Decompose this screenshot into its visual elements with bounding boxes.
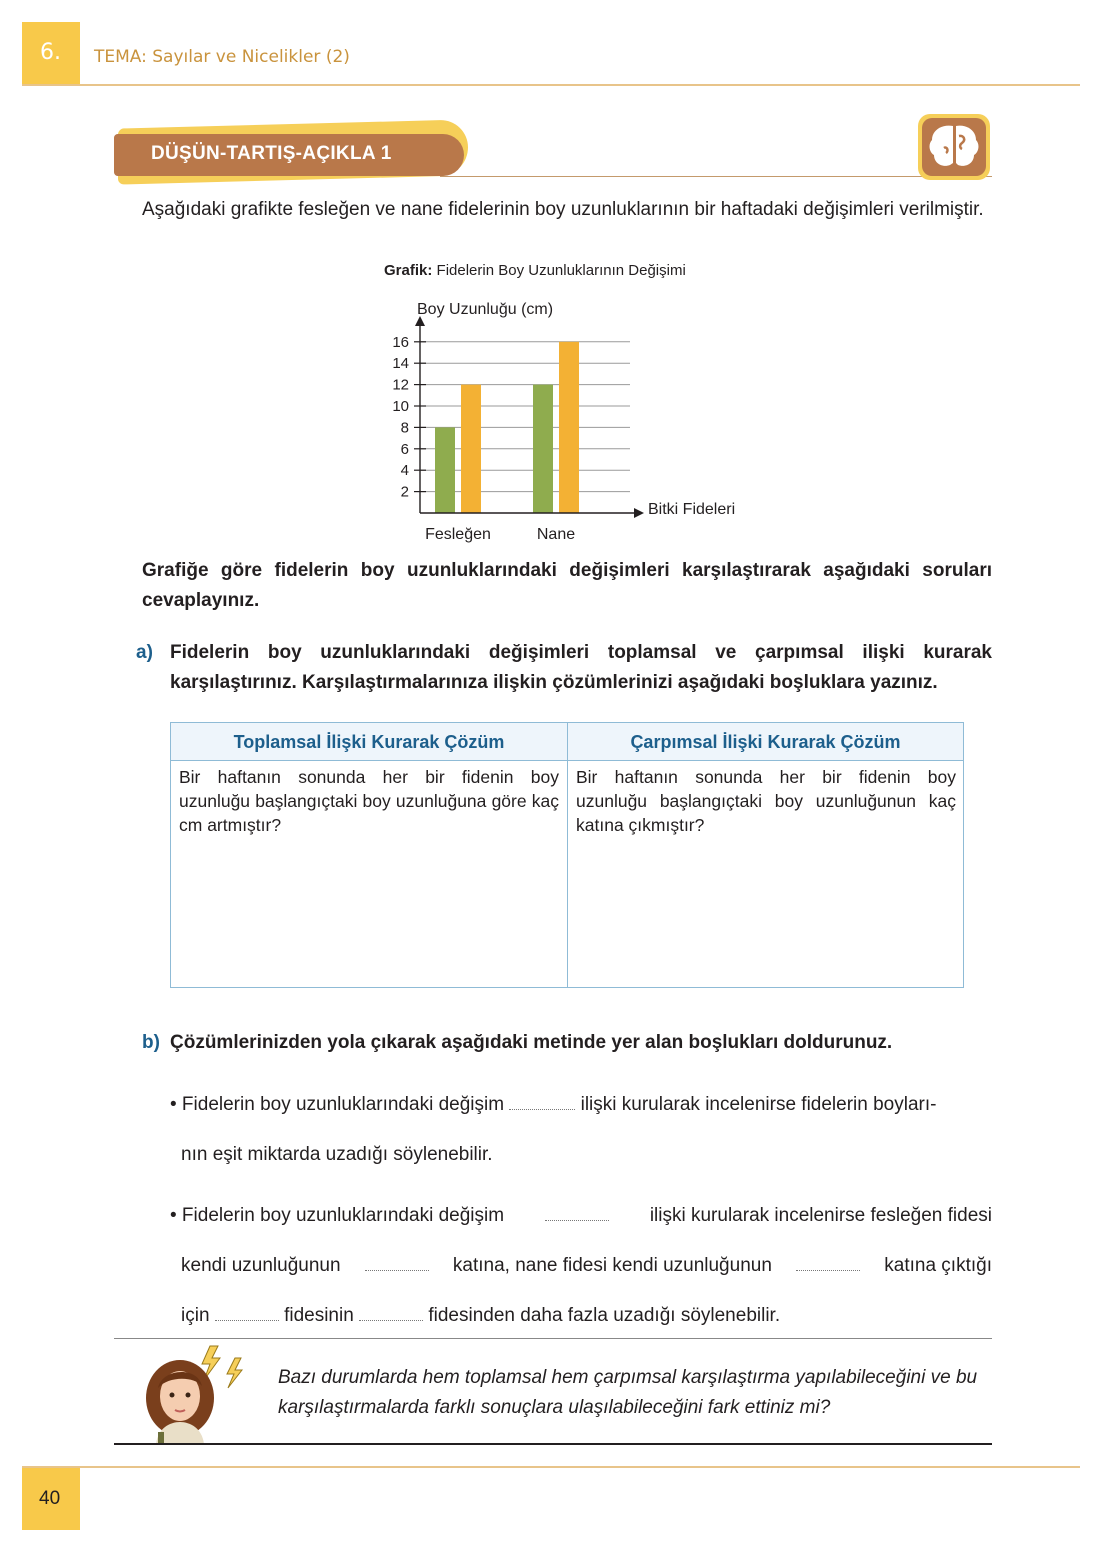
header-divider (22, 84, 1080, 86)
y-tick-label: 6 (400, 440, 409, 458)
theme-title: TEMA: Sayılar ve Nicelikler (2) (94, 47, 350, 67)
banner-divider (440, 176, 992, 177)
fill-in-2-line-1 (170, 1201, 992, 1231)
solution-table (170, 722, 964, 988)
fill-in-2-text-g: fidesinin (284, 1305, 354, 1326)
fill-in-2-text-b: ilişki kurularak incelenirse fesleğen fidesi (649, 1205, 992, 1226)
fill-in-1-line-1 (170, 1090, 992, 1120)
x-axis-label: Bitki Fideleri (648, 501, 736, 518)
blank-1[interactable] (509, 1109, 575, 1110)
fill-in-1-text-b: ilişki kurularak incelenirse fidelerin boyları- (580, 1094, 937, 1115)
fill-in-2-text-d: katına, nane fidesi kendi uzunluğunun (452, 1255, 772, 1276)
bar-2-2 (559, 342, 579, 513)
fill-in-2-line-3 (181, 1301, 780, 1331)
y-tick-label: 16 (392, 333, 409, 351)
chart-caption-text: Fidelerin Boy Uzunluklarının Değişimi (436, 262, 686, 279)
question-a-text: Fidelerin boy uzunluklarındaki değişimleri toplamsal ve çarpımsal ilişki kurarak karşılaştırınız. Karşılaştırmalarınıza ilişkin çözümlerinizi aşağıdaki boşluklara yazınız. (170, 642, 992, 693)
section-title: DÜŞÜN-TARTIŞ-AÇIKLA 1 (151, 143, 392, 164)
bar-1-2 (461, 385, 481, 513)
fill-in-1-text-a: • Fidelerin boy uzunluklarındaki değişim (170, 1094, 505, 1115)
blank-3[interactable] (365, 1270, 429, 1271)
table-cell-multiplicative: Bir haftanın sonunda her bir fidenin boy uzunluğu başlangıçtaki boy uzunluğunun kaç katına çıkmıştır? (576, 767, 956, 835)
instruction-text: Grafiğe göre fidelerin boy uzunluklarındaki değişimleri karşılaştırarak aşağıdaki soruları cevaplayınız. (142, 560, 992, 611)
question-b-label: b) (142, 1032, 160, 1053)
y-tick-label: 8 (400, 419, 409, 437)
note-top-divider (114, 1338, 992, 1339)
table-header-additive: Toplamsal İlişki Kurarak Çözüm (171, 723, 567, 761)
question-b-text: Çözümlerinizden yola çıkarak aşağıdaki metinde yer alan boşlukları doldurunuz. (170, 1032, 893, 1053)
y-tick-label: 4 (400, 462, 409, 480)
bar-1-1 (435, 427, 455, 513)
fill-in-1-text-c: nın eşit miktarda uzadığı söylenebilir. (181, 1144, 493, 1165)
fill-in-2-text-f: için (181, 1305, 210, 1326)
table-column-divider (567, 723, 568, 987)
page-number: 40 (39, 1488, 61, 1509)
chart-caption-label: Grafik: (384, 262, 433, 279)
fill-in-2-text-a: • Fidelerin boy uzunluklarındaki değişim (170, 1205, 505, 1226)
table-cell-additive: Bir haftanın sonunda her bir fidenin boy uzunluğu başlangıçtaki boy uzunluğuna göre kaç cm artmıştır? (179, 767, 559, 835)
y-tick-label: 10 (392, 398, 409, 415)
intro-text: Aşağıdaki grafikte fesleğen ve nane fidelerinin boy uzunluklarının bir haftadaki değişimleri verilmiştir. (142, 199, 984, 220)
blank-5[interactable] (215, 1320, 279, 1321)
fill-in-2-line-2 (181, 1251, 992, 1281)
x-category-label: Fesleğen (425, 526, 491, 543)
y-axis-label: Boy Uzunluğu (cm) (417, 301, 554, 318)
y-tick-label: 2 (400, 483, 409, 501)
bar-chart (380, 296, 760, 546)
note-bottom-divider (114, 1443, 992, 1445)
brain-icon (922, 118, 986, 176)
blank-2[interactable] (545, 1220, 609, 1221)
x-category-label: Nane (536, 526, 576, 543)
footer-divider (22, 1466, 1080, 1468)
chart-caption (384, 262, 686, 279)
x-axis-arrow (634, 508, 644, 518)
girl-illustration (138, 1340, 248, 1444)
blank-6[interactable] (359, 1320, 423, 1321)
table-header-multiplicative: Çarpımsal İlişki Kurarak Çözüm (568, 723, 963, 761)
fill-in-2-text-h: fidesinden daha fazla uzadığı söylenebilir. (428, 1305, 781, 1326)
blank-4[interactable] (796, 1270, 860, 1271)
fill-in-2-text-c: kendi uzunluğunun (181, 1255, 341, 1276)
question-a-label: a) (136, 642, 153, 663)
note-text: Bazı durumlarda hem toplamsal hem çarpımsal karşılaştırma yapılabileceğini ve bu karşılaştırmalarda farklı sonuçlara ulaşılabileceğini fark ettiniz mi? (278, 1367, 978, 1418)
fill-in-2-text-e: katına çıktığı (884, 1255, 992, 1276)
y-tick-label: 12 (392, 376, 409, 394)
y-tick-label: 14 (392, 355, 409, 373)
chapter-number: 6. (40, 40, 61, 65)
bar-2-1 (533, 385, 553, 513)
